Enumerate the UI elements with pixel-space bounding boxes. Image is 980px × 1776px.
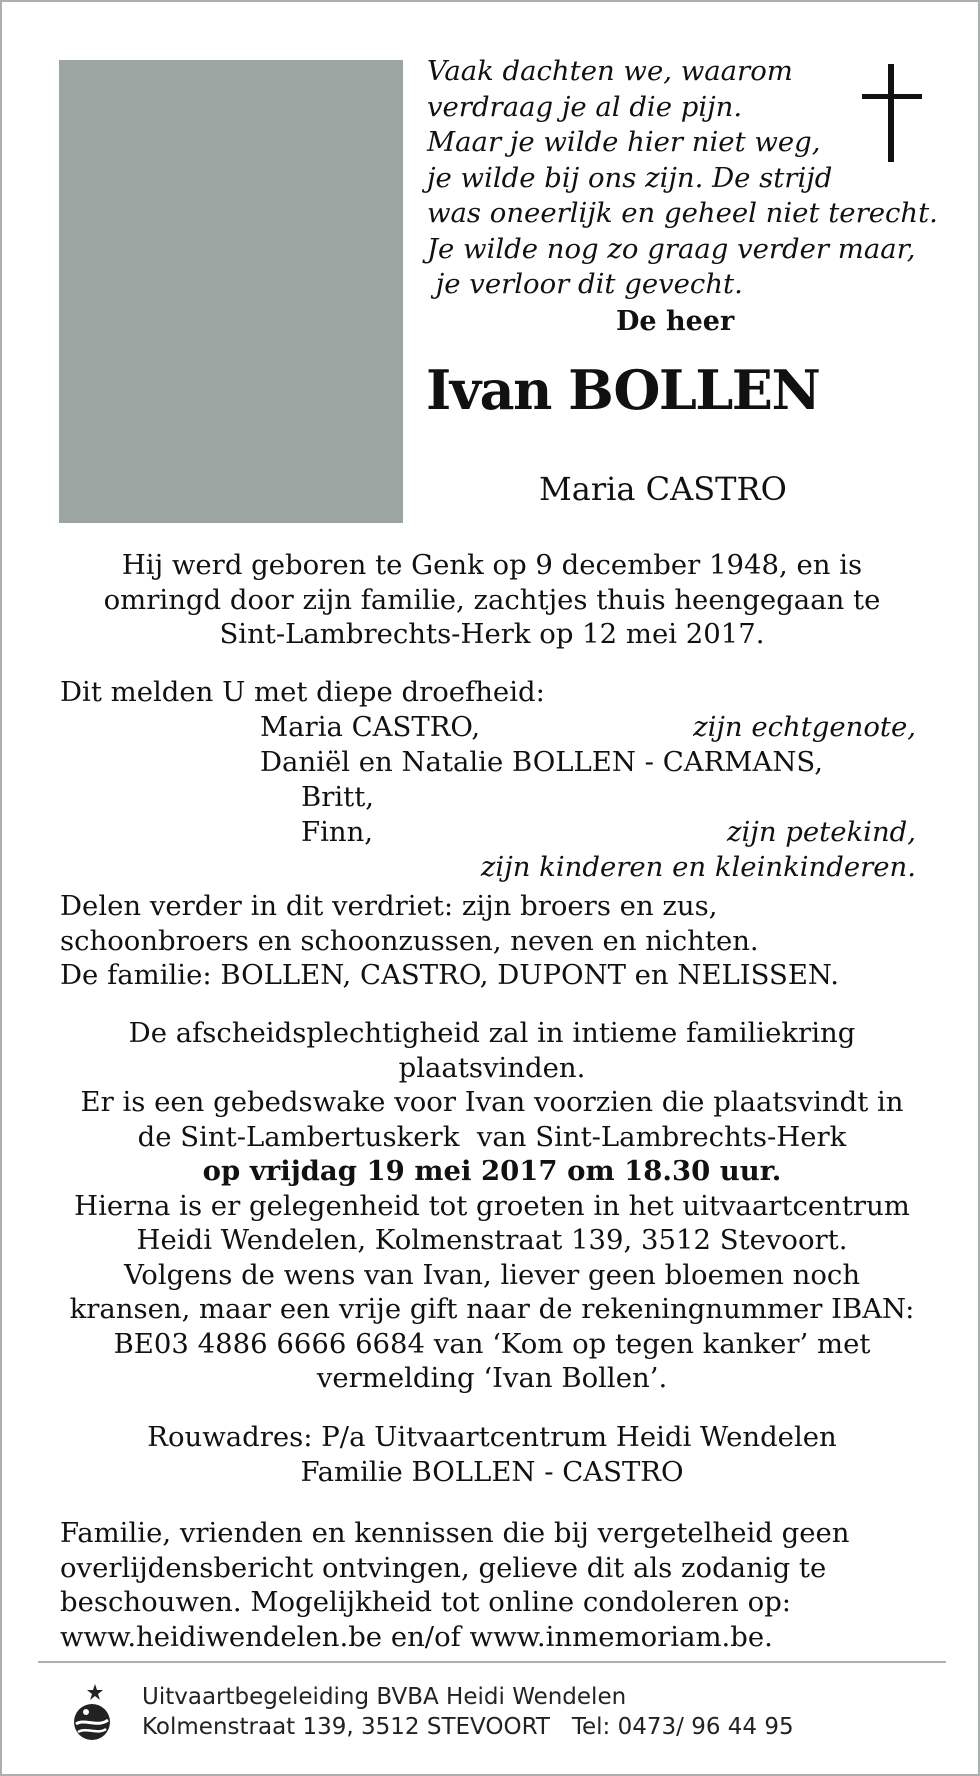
- poem-line: Vaak dachten we, waarom: [427, 55, 793, 87]
- funeral-home-logo: [68, 1682, 116, 1742]
- poem-line: Je wilde nog zo graag verder maar,: [427, 232, 916, 265]
- partner-name: Maria CASTRO: [539, 470, 787, 508]
- ceremony-info: De afscheidsplechtigheid zal in intieme familiekring plaatsvinden. Er is een gebedswake voor Ivan voorzien die plaatsvindt in de Sint-Lambertuskerk van Sint-Lambrechts-Herk op vrijdag 19 mei 2017 om 18.30 uur. Hierna is er gelegenheid tot groeten in het uitvaartcentrum Heidi Wendelen, Kolmenstraat 139, 3512 Stevoort. Volgens de wens van Ivan, liever geen bloemen noch kransen, maar een vrije gift naar de rekeningnummer IBAN: BE03 4886 6666 6684 van ‘Kom op tegen kanker’ met vermelding ‘Ivan Bollen’.: [60, 1016, 924, 1396]
- poem-line: was oneerlijk en geheel niet terecht.: [427, 197, 938, 229]
- mourner-godchild-relation: zijn petekind,: [727, 816, 916, 848]
- birth-death-info: Hij werd geboren te Genk op 9 december 1948, en is omringd door zijn familie, zachtjes thuis heengegaan te Sint-Lambrechts-Herk op 12 mei 2017.: [103, 549, 881, 650]
- mourners-intro: Dit melden U met diepe droefheid:: [60, 676, 545, 708]
- mourner-children-relation: zijn kinderen en kleinkinderen.: [480, 851, 916, 883]
- condolence-links: www.heidiwendelen.be en/of www.inmemoriam.be.: [60, 1620, 773, 1653]
- condolence-notice: Familie, vrienden en kennissen die bij vergetelheid geen overlijdensbericht ontvingen, gelieve dit als zodanig te beschouwen. Mogelijkheid tot online condoleren op: www.heidiwendelen.be en/of www.inmemoriam.be.: [60, 1516, 924, 1654]
- mourner-children: Daniël en Natalie BOLLEN - CARMANS,: [260, 746, 823, 778]
- funeral-home-name: Uitvaartbegeleiding BVBA Heidi Wendelen: [142, 1684, 627, 1710]
- funeral-home-contact: Kolmenstraat 139, 3512 STEVOORT Tel: 0473/ 96 44 95: [142, 1714, 794, 1740]
- poem-line: je verloor dit gevecht.: [427, 268, 743, 300]
- poem-line: je wilde bij ons zijn. De strijd: [427, 161, 833, 194]
- mourner-grandchild: Finn,: [301, 816, 374, 848]
- mourner-spouse-relation: zijn echtgenote,: [693, 711, 916, 743]
- wake-date: op vrijdag 19 mei 2017 om 18.30 uur.: [202, 1155, 782, 1187]
- cross-icon: [862, 64, 922, 162]
- poem-line: Maar je wilde hier niet weg,: [427, 126, 821, 158]
- deceased-title: De heer: [616, 306, 735, 337]
- mourner-spouse: Maria CASTRO,: [260, 711, 481, 743]
- portrait-photo-placeholder: [59, 60, 403, 523]
- mourner-grandchild: Britt,: [301, 781, 374, 813]
- deceased-name: Ivan BOLLEN: [426, 358, 820, 422]
- extended-family: Delen verder in dit verdriet: zijn broers en zus, schoonbroers en schoonzussen, neven en nichten. De familie: BOLLEN, CASTRO, DUPONT en NELISSEN.: [60, 890, 839, 991]
- footer-divider: [38, 1661, 946, 1663]
- mourning-address: Rouwadres: P/a Uitvaartcentrum Heidi Wendelen Familie BOLLEN - CASTRO: [147, 1421, 837, 1488]
- funeral-home-info: [142, 1682, 794, 1742]
- poem: [427, 54, 938, 303]
- poem-line: verdraag je al die pijn.: [427, 90, 743, 123]
